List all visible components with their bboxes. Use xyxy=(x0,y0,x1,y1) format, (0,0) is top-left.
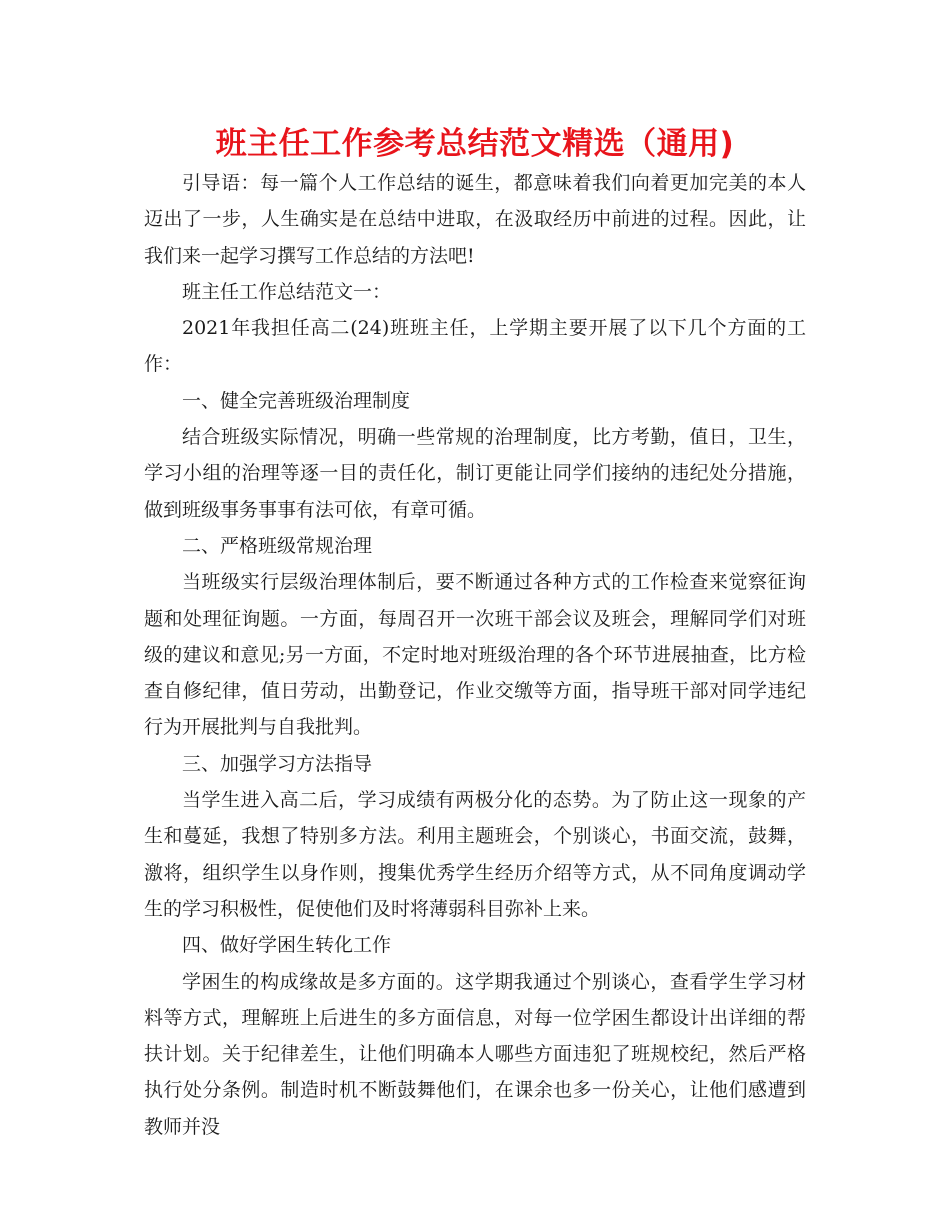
heading-item-2: 二、严格班级常规治理 xyxy=(182,534,373,557)
paragraph-item-3: 当学生进入高二后，学习成绩有两极分化的态势。为了防止这一现象的产生和蔓延，我想了特别多方法。利用主题班会，个别谈心，书面交流，鼓舞，激将，组织学生以身作则，搜集优秀学生经历介绍等方式，从不同角度调动学生的学习积极性，促使他们及时将薄弱科目弥补上来。 xyxy=(144,789,806,920)
paragraph-item-1: 结合班级实际情况，明确一些常规的治理制度，比方考勤，值日，卫生，学习小组的治理等逐一目的责任化，制订更能让同学们接纳的违纪处分措施，做到班级事务事事有法可依，有章可循。 xyxy=(144,426,806,521)
section-heading-sample-one: 班主任工作总结范文一： xyxy=(182,280,392,303)
heading-item-4: 四、做好学困生转化工作 xyxy=(182,934,392,957)
document-title: 班主任工作参考总结范文精选（通用) xyxy=(215,126,735,162)
paragraph-item-4: 学困生的构成缘故是多方面的。这学期我通过个别谈心，查看学生学习材料等方式，理解班上后进生的多方面信息，对每一位学困生都设计出详细的帮扶计划。关于纪律差生，让他们明确本人哪些方面违犯了班规校纪，然后严格执行处分条例。制造时机不断鼓舞他们，在课余也多一份关心，让他们感遭到教师并没 xyxy=(144,970,806,1138)
opening-paragraph: 2021年我担任高二(24)班班主任，上学期主要开展了以下几个方面的工作： xyxy=(144,317,806,376)
heading-item-3: 三、加强学习方法指导 xyxy=(182,752,373,775)
intro-paragraph: 引导语：每一篇个人工作总结的诞生，都意味着我们向着更加完美的本人迈出了一步，人生确实是在总结中进取，在汲取经历中前进的过程。因此，让我们来一起学习撰写工作总结的方法吧! xyxy=(144,172,806,267)
heading-item-1: 一、健全完善班级治理制度 xyxy=(182,389,411,412)
document-body xyxy=(144,165,806,1145)
paragraph-item-2: 当班级实行层级治理体制后，要不断通过各种方式的工作检查来觉察征询题和处理征询题。一方面，每周召开一次班干部会议及班会，理解同学们对班级的建议和意见;另一方面，不定时地对班级治理的各个环节进展抽查，比方检查自修纪律，值日劳动，出勤登记，作业交缴等方面，指导班干部对同学违纪行为开展批判与自我批判。 xyxy=(144,571,806,739)
